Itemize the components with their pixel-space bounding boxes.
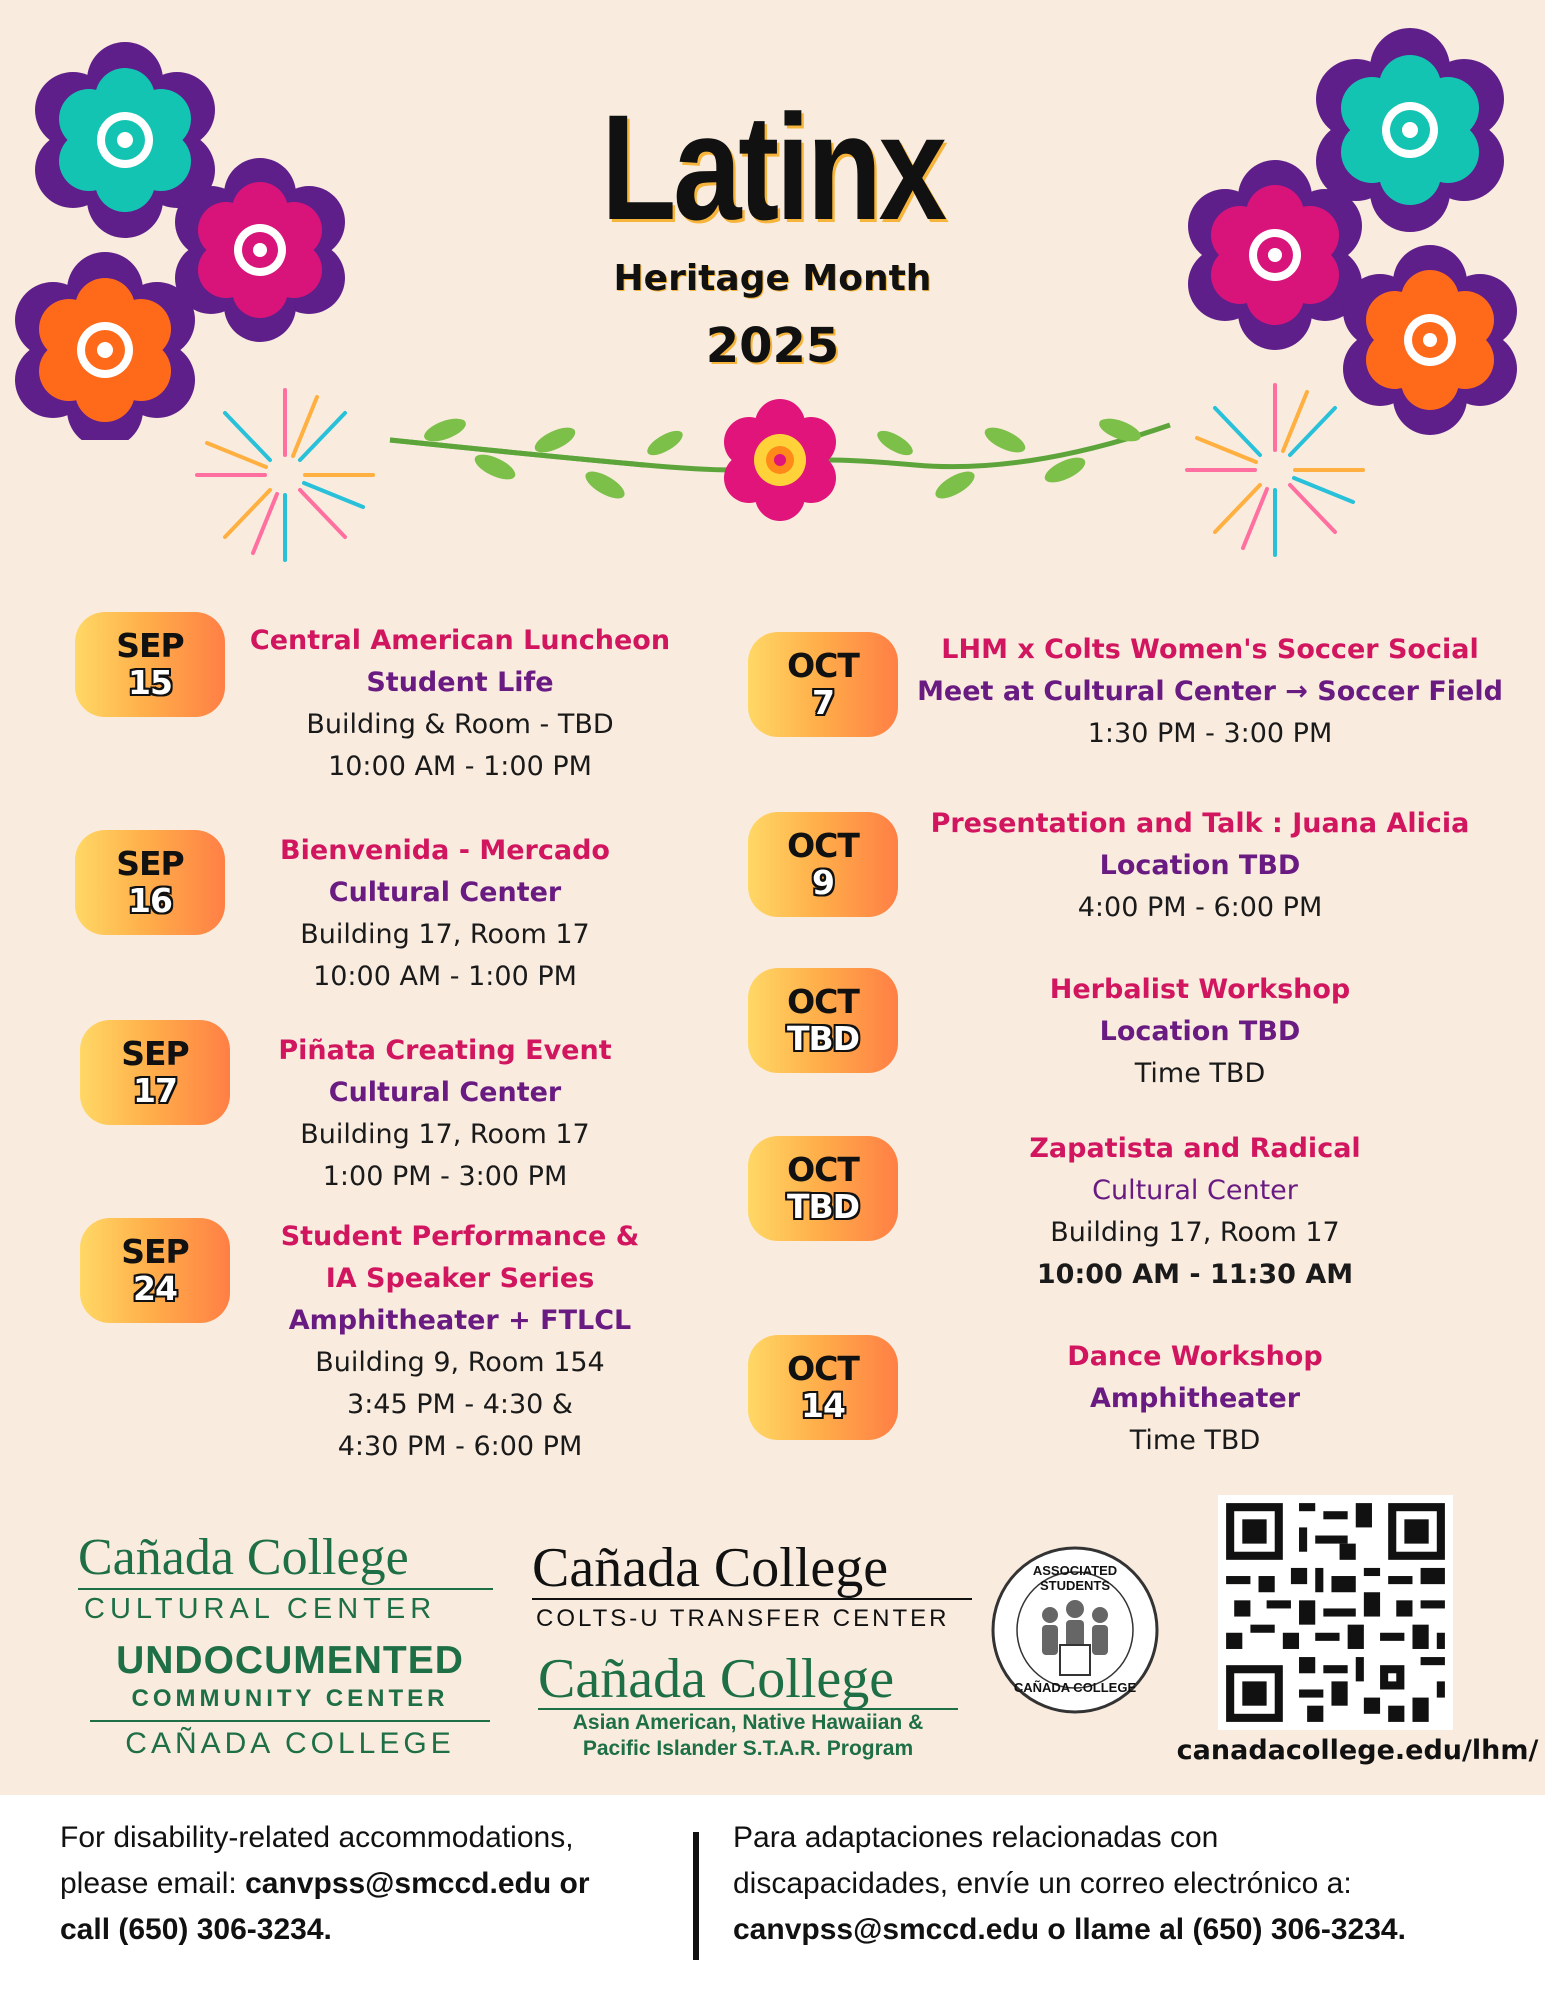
footer-line: For disability-related accommodations,: [60, 1821, 574, 1854]
event-item: [905, 629, 1515, 755]
transfer-center-logo: [532, 1538, 972, 1638]
badge-day: 9: [812, 862, 834, 902]
badge-month: OCT: [787, 645, 859, 685]
event-title: Bienvenida - Mercado: [280, 835, 610, 866]
logo-name: Cañada College: [78, 1530, 493, 1590]
event-time: 10:00 AM - 11:30 AM: [1036, 1259, 1354, 1290]
event-place: Cultural Center: [1092, 1175, 1298, 1206]
badge-month: OCT: [787, 1149, 859, 1189]
event-time: 10:00 AM - 1:00 PM: [313, 961, 577, 992]
event-room: Building 17, Room 17: [300, 1119, 590, 1150]
website-url[interactable]: canadacollege.edu/lhm/: [1176, 1735, 1539, 1766]
event-title: Zapatista and Radical: [1029, 1133, 1361, 1164]
badge-month: SEP: [116, 625, 184, 665]
event-place: Amphitheater: [1089, 1383, 1301, 1414]
flower-icon: [724, 399, 836, 521]
footer-line: Para adaptaciones relacionadas con: [733, 1821, 1219, 1854]
badge-day: TBD: [786, 1186, 860, 1226]
event-title: Central American Luncheon: [249, 625, 671, 656]
event-item: [1000, 1128, 1390, 1296]
qr-code-icon[interactable]: [1218, 1495, 1453, 1730]
seal-top-text: ASSOCIATED STUDENTS: [1032, 1563, 1118, 1593]
badge-month: SEP: [121, 1033, 189, 1073]
badge-day: 17: [133, 1070, 177, 1110]
event-time: 1:00 PM - 3:00 PM: [322, 1161, 568, 1192]
event-place: Location TBD: [1099, 1016, 1301, 1047]
event-room: Building & Room - TBD: [306, 709, 614, 740]
footer-english: [60, 1815, 680, 1953]
footer-spanish: [733, 1815, 1533, 1953]
event-title: Herbalist Workshop: [1049, 974, 1351, 1005]
event-time: 10:00 AM - 1:00 PM: [328, 751, 592, 782]
date-badge: [748, 1335, 898, 1440]
star-program-logo: [538, 1650, 958, 1762]
badge-day: 14: [801, 1385, 845, 1425]
badge-day: 24: [133, 1268, 177, 1308]
logo-line: UNDOCUMENTED: [116, 1639, 464, 1682]
footer-line: please email:: [60, 1867, 246, 1900]
event-place: Cultural Center: [328, 877, 562, 908]
badge-month: SEP: [116, 843, 184, 883]
footer-email[interactable]: canvpss@smccd.edu o llame al (650) 306-3234.: [733, 1913, 1406, 1946]
event-item: [230, 830, 660, 998]
badge-month: SEP: [121, 1231, 189, 1271]
logo-sub: COLTS-U TRANSFER CENTER: [536, 1605, 950, 1632]
firework-icon: [1175, 375, 1375, 565]
event-item: [230, 1216, 690, 1468]
date-badge: [748, 968, 898, 1073]
footer-line: discapacidades, envíe un correo electrónico a:: [733, 1867, 1352, 1900]
event-title: IA Speaker Series: [325, 1263, 595, 1294]
cultural-center-logo: [78, 1530, 493, 1628]
badge-day: TBD: [786, 1018, 860, 1058]
event-time: Time TBD: [1134, 1058, 1266, 1089]
event-item: [910, 803, 1490, 929]
event-item: [1000, 1336, 1390, 1462]
logo-sub: CULTURAL CENTER: [84, 1593, 437, 1625]
event-item: [1000, 969, 1400, 1095]
footer-divider: [693, 1832, 699, 1960]
event-time: Time TBD: [1129, 1425, 1261, 1456]
badge-month: OCT: [787, 981, 859, 1021]
date-badge: [748, 632, 898, 737]
date-badge: [75, 612, 225, 717]
logo-name: Cañada College: [532, 1538, 972, 1600]
event-title: Student Performance &: [280, 1221, 640, 1252]
badge-day: 15: [128, 662, 172, 702]
vine-icon: [385, 395, 1175, 535]
event-item: [230, 620, 690, 788]
event-place: Student Life: [366, 667, 554, 698]
event-room: Building 9, Room 154: [315, 1347, 605, 1378]
logo-sub: Pacific Islander S.T.A.R. Program: [582, 1737, 914, 1760]
logo-line: COMMUNITY CENTER: [90, 1682, 490, 1722]
firework-icon: [185, 380, 385, 570]
event-room: Building 17, Room 17: [300, 919, 590, 950]
logo-sub: Asian American, Native Hawaiian &: [572, 1711, 924, 1734]
event-place: Location TBD: [1099, 850, 1301, 881]
event-title: Presentation and Talk : Juana Alicia: [930, 808, 1470, 839]
event-title: Dance Workshop: [1067, 1341, 1323, 1372]
badge-month: OCT: [787, 825, 859, 865]
event-title: LHM x Colts Women's Soccer Social: [941, 634, 1479, 665]
event-time: 1:30 PM - 3:00 PM: [1087, 718, 1333, 749]
footer: [0, 1795, 1545, 2000]
event-time: 3:45 PM - 4:30 &: [347, 1389, 573, 1420]
page-year: 2025: [705, 318, 840, 374]
event-room: Building 17, Room 17: [1050, 1217, 1340, 1248]
event-title: Piñata Creating Event: [278, 1035, 612, 1066]
logo-line: CAÑADA COLLEGE: [125, 1727, 455, 1760]
page-subtitle: Heritage Month: [613, 258, 932, 299]
event-place: Meet at Cultural Center → Soccer Field: [917, 676, 1503, 707]
event-item: [230, 1030, 660, 1198]
seal-bottom-text: CAÑADA COLLEGE: [1013, 1680, 1137, 1695]
date-badge: [748, 812, 898, 917]
event-time: 4:30 PM - 6:00 PM: [337, 1431, 583, 1462]
logo-name: Cañada College: [538, 1650, 958, 1710]
undocumented-center-logo: [90, 1640, 490, 1766]
date-badge: [80, 1218, 230, 1323]
badge-month: OCT: [787, 1348, 859, 1388]
footer-phone: call (650) 306-3234.: [60, 1913, 332, 1946]
date-badge: [80, 1020, 230, 1125]
badge-day: 16: [128, 880, 172, 920]
date-badge: [748, 1136, 898, 1241]
event-place: Amphitheater + FTLCL: [288, 1305, 632, 1336]
footer-email[interactable]: canvpss@smccd.edu or: [245, 1867, 590, 1900]
badge-day: 7: [812, 682, 834, 722]
date-badge: [75, 830, 225, 935]
event-time: 4:00 PM - 6:00 PM: [1077, 892, 1323, 923]
event-place: Cultural Center: [328, 1077, 562, 1108]
page-title: Latinx: [601, 83, 944, 251]
